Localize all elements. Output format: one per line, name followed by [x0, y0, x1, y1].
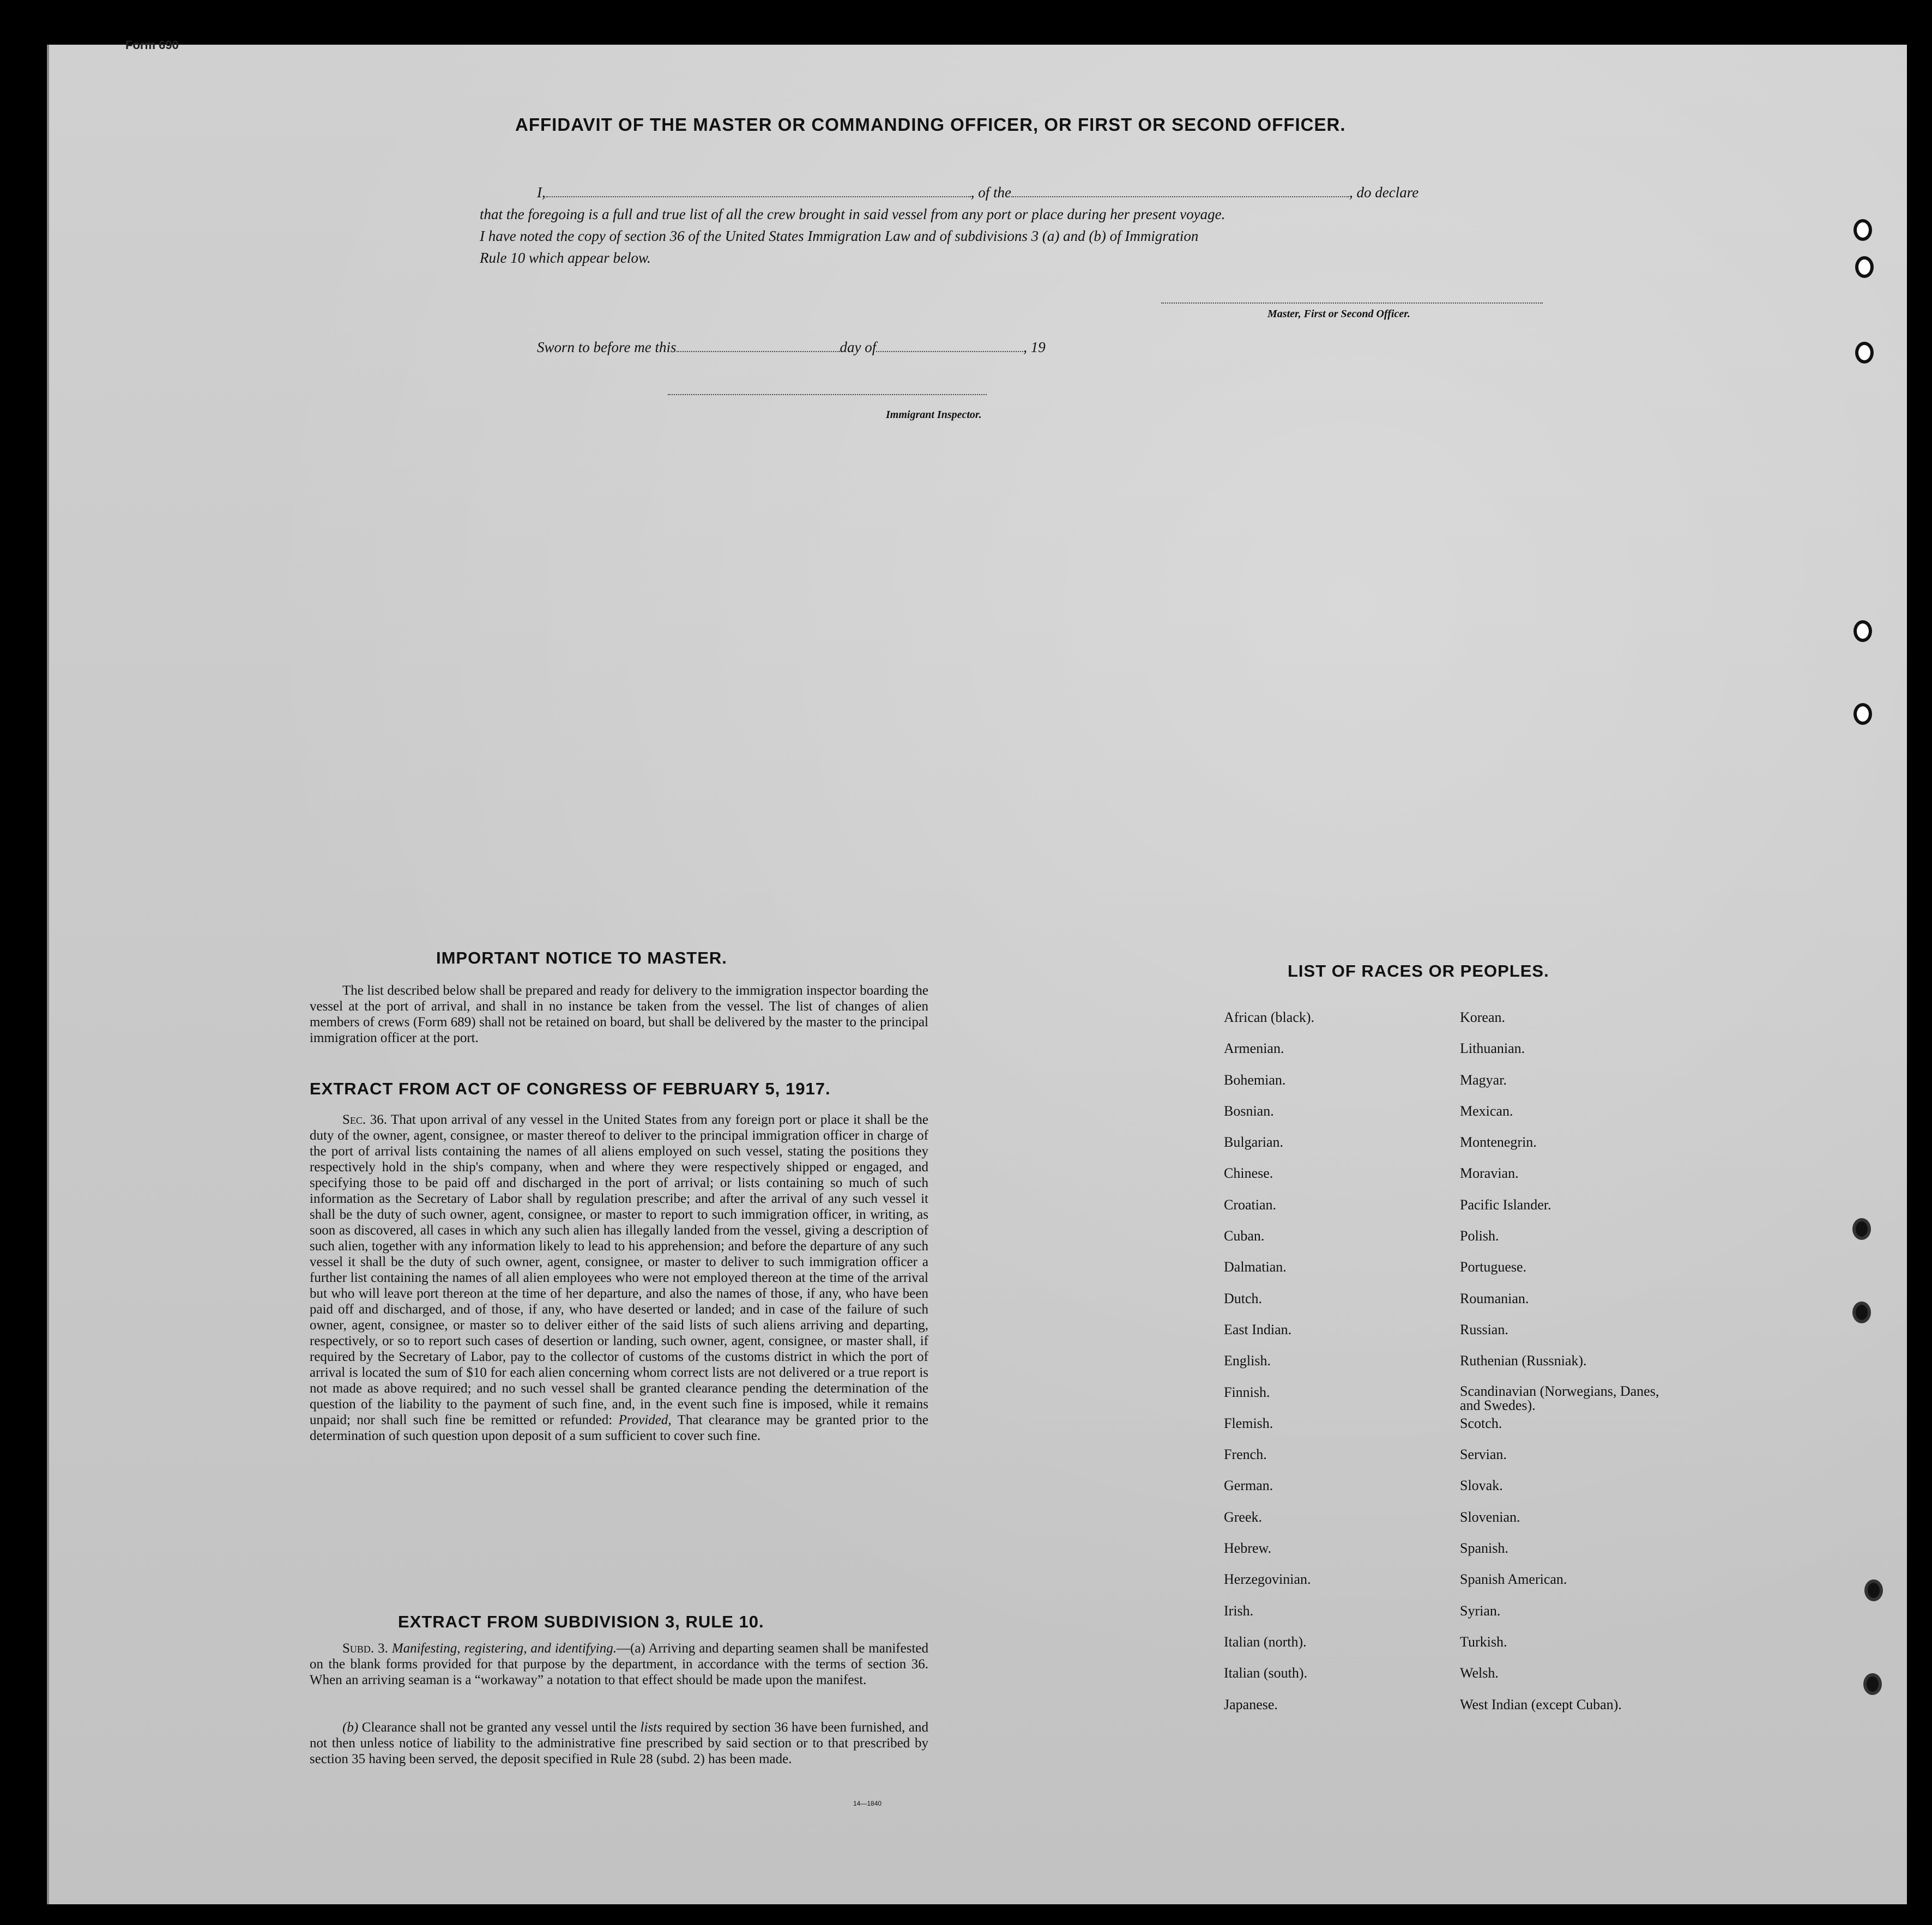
race-item: Cuban.: [1224, 1228, 1265, 1244]
race-item: Hebrew.: [1224, 1540, 1272, 1557]
punch-hole: [1853, 219, 1872, 241]
race-item: Bosnian.: [1224, 1103, 1274, 1119]
race-item: Ruthenian (Russniak).: [1460, 1353, 1587, 1369]
inspector-signature-line: [668, 394, 987, 395]
races-title: LIST OF RACES OR PEOPLES.: [1288, 961, 1549, 980]
affidavit-declaration-line: I, , of the , do declare: [537, 184, 1419, 201]
master-caption: Master, First or Second Officer.: [1267, 308, 1410, 320]
race-item: Finnish.: [1224, 1384, 1270, 1400]
race-item: East Indian.: [1224, 1321, 1292, 1337]
race-item: Montenegrin.: [1460, 1134, 1537, 1151]
races-column-1: [1224, 1009, 1453, 1728]
race-item: French.: [1224, 1446, 1267, 1463]
race-item: Welsh.: [1460, 1665, 1499, 1681]
race-item: African (black).: [1224, 1009, 1315, 1025]
race-item: Moravian.: [1460, 1165, 1519, 1182]
race-item: Roumanian.: [1460, 1290, 1529, 1306]
race-item: Korean.: [1460, 1009, 1506, 1025]
race-item: Chinese.: [1224, 1165, 1273, 1182]
rule-subdivision-b: (b) Clearance shall not be granted any vessel until the lists required by section 36 have been furnished, and not then unless notice of liability to the administrative fine prescribed by said section or to that prescribed by section 35 having been served, the deposit specified in Rule 28 (subd. 2) has been made.: [310, 1720, 929, 1766]
master-signature-line: [1161, 302, 1543, 304]
notice-text: The list described below shall be prepared and ready for delivery to the immigration inspector boarding the vessel at the port of arrival, and shall in no instance be taken from the vessel. The list of changes of alien members of crews (Form 689) shall not be retained on board, but shall be delivered by the master to the principal immigration officer at the port.: [310, 983, 928, 1045]
race-item: Irish.: [1224, 1602, 1254, 1619]
race-item: Italian (south).: [1224, 1665, 1308, 1681]
punch-hole: [1853, 620, 1872, 642]
punch-hole: [1852, 1302, 1871, 1323]
race-item: German.: [1224, 1478, 1273, 1494]
race-item: Bohemian.: [1224, 1072, 1286, 1088]
race-item: Scandinavian (Norwegians, Danes, and Swedes).: [1460, 1383, 1659, 1413]
race-item: Dutch.: [1224, 1290, 1263, 1306]
punch-hole: [1855, 256, 1874, 278]
race-item: Pacific Islander.: [1460, 1196, 1551, 1213]
race-item: Slovak.: [1460, 1478, 1503, 1494]
race-item: Italian (north).: [1224, 1633, 1307, 1650]
act-extract-text: Sec. 36. That upon arrival of any vessel in the United States from any foreign port or place it shall be the duty of the owner, agent, consignee, or master thereof to deliver to the principal immigration officer in charge of the port of arrival lists containing the names of all aliens employed on such vessel, stating the positions they respectively hold in the ship's company, when and where they were respectively shipped or engaged, and specifying those to be paid off and discharged in the port of arrival; or lists containing so much of such information as the Secretary of Labor shall by regulation prescribe; and after the arrival of any such vessel it shall be the duty of such owner, agent, consignee, or master to report to such immigration officer, in writing, as soon as discovered, all cases in which any such alien has illegally landed from the vessel, giving a description of such alien, together with any information likely to lead to his apprehension; and before the departure of any such vessel it shall be the duty of such owner, agent, consignee, or master to deliver to such immigration officer a further list containing the names of all alien employees who were not employed thereon at the time of the arrival but who will leave port thereon at the time of her departure, and also the names of those, if any, who have been paid off and discharged, and of those, if any, who have deserted or landed; and in case of the failure of such owner, agent, consignee, or master so to deliver either of the said lists of such aliens arriving and departing, respectively, or so to report such cases of desertion or landing, such owner, agent, consignee, or master shall, if required by the Secretary of Labor, pay to the collector of customs of the customs district in which the port of arrival is located the sum of $10 for each alien concerning whom correct lists are not delivered or a true report is not made as above required; and no such vessel shall be granted clearance pending the determination of the question of the liability to the payment of such fine, and, in the event such fine is imposed, while it remains unpaid; nor shall such fine be remitted or refunded: Provided, That clearance may be granted prior to the determination of such question upon deposit of a sum sufficient to cover such fine.: [310, 1112, 928, 1443]
act-extract-title: EXTRACT FROM ACT OF CONGRESS OF FEBRUARY 5, 1917.: [310, 1079, 831, 1098]
race-item: Spanish.: [1460, 1540, 1508, 1557]
affidavit-text-line: I have noted the copy of section 36 of the United States Immigration Law and of subdivisions 3 (a) and (b) of Immigration: [480, 228, 1199, 244]
punch-hole: [1863, 1673, 1882, 1695]
race-item: Flemish.: [1224, 1415, 1273, 1431]
race-item: Herzegovinian.: [1224, 1571, 1311, 1588]
race-item: Turkish.: [1460, 1633, 1507, 1650]
rule-subdivision-a: Subd. 3. Manifesting, registering, and identifying.—(a) Arriving and departing seamen shall be manifested on the blank forms provided for that purpose by the department, in accordance with the terms of section 36. When an arriving seaman is a “workaway” a notation to that effect should be made upon the manifest.: [310, 1641, 928, 1687]
race-item: Russian.: [1460, 1321, 1508, 1337]
punch-hole: [1853, 703, 1872, 725]
race-item: Greek.: [1224, 1509, 1263, 1525]
race-item: Slovenian.: [1460, 1509, 1520, 1525]
print-code: 14—1840: [853, 1800, 882, 1807]
punch-hole: [1852, 1218, 1871, 1240]
inspector-caption: Immigrant Inspector.: [886, 409, 982, 421]
race-item: Scotch.: [1460, 1415, 1502, 1431]
race-item: Syrian.: [1460, 1602, 1501, 1619]
affidavit-text-line: that the foregoing is a full and true list of all the crew brought in said vessel from any port or place during her present voyage.: [480, 206, 1225, 222]
race-item: Mexican.: [1460, 1103, 1513, 1119]
affidavit-title: AFFIDAVIT OF THE MASTER OR COMMANDING OFFICER, OR FIRST OR SECOND OFFICER.: [515, 114, 1346, 135]
race-item: English.: [1224, 1353, 1271, 1369]
race-item: Dalmatian.: [1224, 1259, 1287, 1275]
race-item: Portuguese.: [1460, 1259, 1527, 1275]
race-item: Lithuanian.: [1460, 1040, 1525, 1057]
race-item: Japanese.: [1224, 1696, 1278, 1712]
punch-hole: [1855, 342, 1874, 364]
race-item: Croatian.: [1224, 1196, 1277, 1213]
punch-hole: [1864, 1579, 1883, 1601]
race-item: Spanish American.: [1460, 1571, 1567, 1588]
form-number: Form 690: [125, 38, 179, 52]
rule-extract-title: EXTRACT FROM SUBDIVISION 3, RULE 10.: [398, 1612, 764, 1631]
races-column-2: [1460, 1009, 1689, 1728]
race-item: Magyar.: [1460, 1072, 1507, 1088]
race-item: Servian.: [1460, 1446, 1507, 1463]
race-item: Armenian.: [1224, 1040, 1284, 1057]
race-item: West Indian (except Cuban).: [1460, 1696, 1622, 1712]
race-item: Polish.: [1460, 1228, 1499, 1244]
race-item: Bulgarian.: [1224, 1134, 1284, 1151]
affidavit-text-line: Rule 10 which appear below.: [480, 250, 651, 266]
sworn-line: Sworn to before me this day of , 19: [537, 339, 1046, 355]
notice-title: IMPORTANT NOTICE TO MASTER.: [436, 948, 727, 967]
